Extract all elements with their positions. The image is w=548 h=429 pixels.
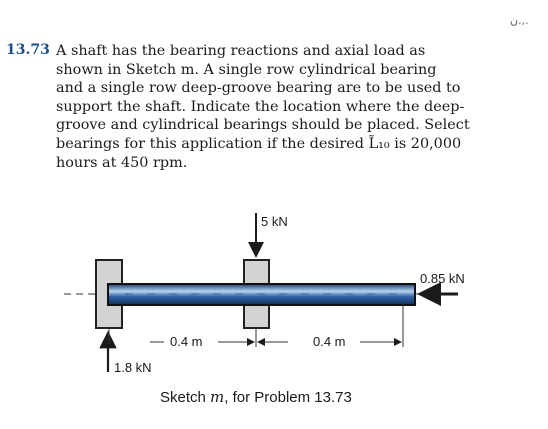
problem-line: bearings for this application if the desired L̃₁₀ is 20,000 <box>56 135 462 152</box>
problem-line: A shaft has the bearing reactions and axial load as <box>56 43 426 59</box>
problem-line: groove and cylindrical bearings should be placed. Select <box>56 117 470 134</box>
shaft <box>108 284 415 305</box>
caption-suffix: , for Problem 13.73 <box>224 389 352 406</box>
problem-line: shown in Sketch m. A single row cylindrical bearing <box>56 61 437 78</box>
dim-label-right: 0.4 m <box>313 334 346 349</box>
caption-prefix: Sketch <box>160 389 211 406</box>
dim-label-left: 0.4 m <box>170 334 203 349</box>
radial-load-label: 5 kN <box>261 214 288 229</box>
problem-number: 13.73 <box>6 42 50 58</box>
sketch-caption <box>160 388 352 406</box>
page-corner-mark: ن.,. <box>510 14 529 27</box>
problem-line: support the shaft. Indicate the location where the deep- <box>56 98 465 115</box>
reaction-label: 1.8 kN <box>114 360 152 375</box>
caption-variable: m <box>210 388 225 406</box>
axial-load-label: 0.85 kN <box>420 271 465 286</box>
problem-line: and a single row deep-groove bearing are to be used to <box>56 80 461 97</box>
problem-line: hours at 450 rpm. <box>56 154 188 171</box>
